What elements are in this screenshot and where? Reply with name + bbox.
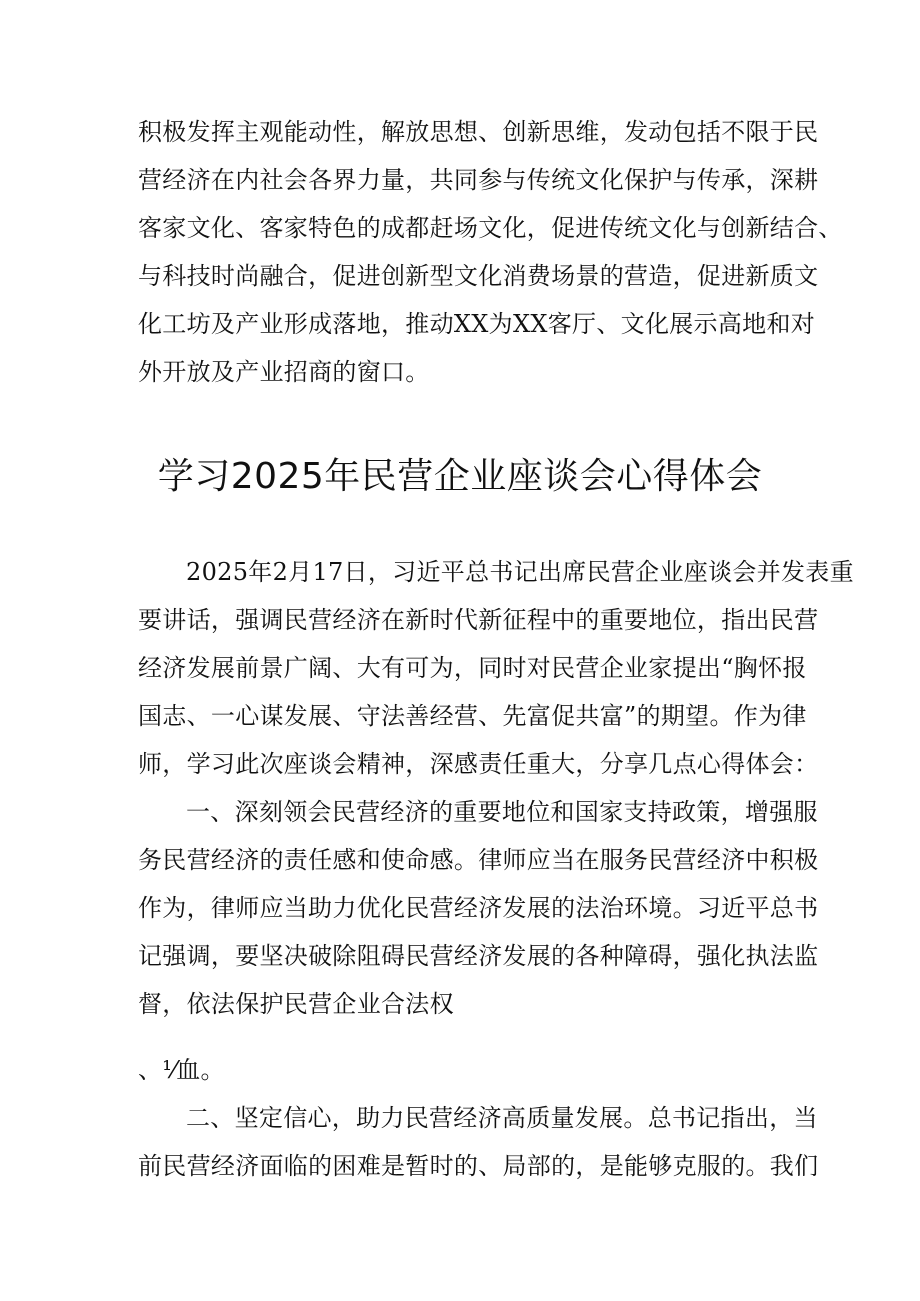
body-line-1: 2025年2月17日，习近平总书记出席民营企业座谈会并发表重 xyxy=(186,558,854,586)
body-line-13: 前民营经济面临的困难是暂时的、局部的，是能够克服的。我们 xyxy=(138,1152,819,1180)
intro-line-2: 营经济在内社会各界力量，共同参与传统文化保护与传承，深耕 xyxy=(138,166,819,194)
body-line-3: 经济发展前景广阔、大有可为，同时对民营企业家提出“胸怀报 xyxy=(138,654,807,682)
body-line-12: 二、坚定信心，助力民营经济高质量发展。总书记指出，当 xyxy=(186,1104,818,1132)
body-line-2: 要讲话，强调民营经济在新时代新征程中的重要地位，指出民营 xyxy=(138,606,819,634)
intro-line-5: 化工坊及产业形成落地，推动XX为XX客厅、文化展示高地和对 xyxy=(138,310,816,338)
body-line-9: 记强调，要坚决破除阻碍民营经济发展的各种障碍，强化执法监 xyxy=(138,942,819,970)
intro-line-1: 积极发挥主观能动性，解放思想、创新思维，发动包括不限于民 xyxy=(138,118,819,146)
body-line-5: 师，学习此次座谈会精神，深感责任重大，分享几点心得体会： xyxy=(138,750,819,778)
intro-line-6: 外开放及产业招商的窗口。 xyxy=(138,358,430,386)
body-line-8: 作为，律师应当助力优化民营经济发展的法治环境。习近平总书 xyxy=(138,894,819,922)
intro-line-4: 与科技时尚融合，促进创新型文化消费场景的营造，促进新质文 xyxy=(138,262,819,290)
body-line-7: 务民营经济的责任感和使命感。律师应当在服务民营经济中积极 xyxy=(138,846,819,874)
intro-line-3: 客家文化、客家特色的成都赶场文化，促进传统文化与创新结合、 xyxy=(138,214,843,242)
body-line-10: 督，依法保护民营企业合法权 xyxy=(138,990,454,1018)
body-line-11: 、⅟血。 xyxy=(138,1056,225,1084)
page-title: 学习2025年民营企业座谈会心得体会 xyxy=(157,456,763,497)
body-line-6: 一、深刻领会民营经济的重要地位和国家支持政策，增强服 xyxy=(186,798,818,826)
body-line-4: 国志、一心谋发展、守法善经营、先富促共富”的期望。作为律 xyxy=(138,702,807,730)
